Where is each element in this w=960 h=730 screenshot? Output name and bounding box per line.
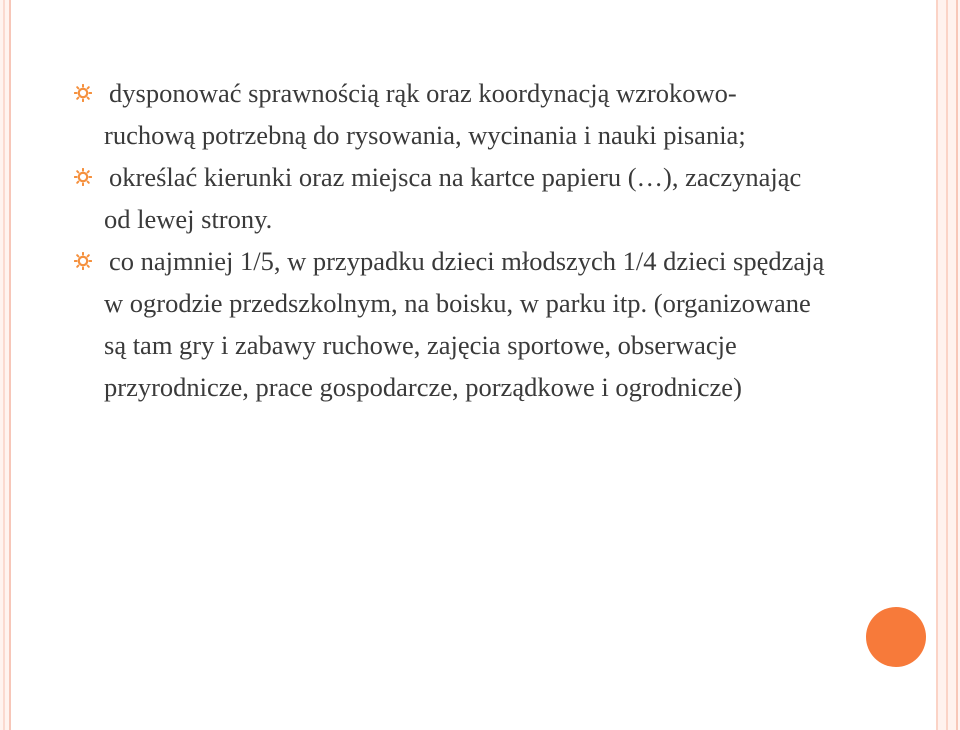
- bullet-text: co najmniej 1/5, w przypadku dzieci młodszych 1/4 dzieci spędzają w ogrodzie przedszkolnym, na boisku, w parku itp. (organizowane są tam gry i zabawy ruchowe, zajęcia sportowe, obserwacje przyrodnicze, prace gospodarcze, porządkowe i ogrodnicze): [104, 246, 825, 402]
- bullet-item: [74, 156, 834, 240]
- sun-bullet-icon: [74, 252, 92, 270]
- orange-circle-decoration: [866, 607, 926, 667]
- bullet-item: [74, 240, 834, 408]
- bullet-text: dysponować sprawnością rąk oraz koordynacją wzrokowo- ruchową potrzebną do rysowania, wycinania i nauki pisania;: [104, 78, 746, 150]
- right-decorative-stripes: [930, 0, 960, 730]
- sun-bullet-icon: [74, 84, 92, 102]
- sun-bullet-icon: [74, 168, 92, 186]
- bullet-list: [74, 72, 834, 408]
- bullet-text: określać kierunki oraz miejsca na kartce papieru (…), zaczynając od lewej strony.: [104, 162, 802, 234]
- bullet-item: [74, 72, 834, 156]
- left-decorative-stripes: [0, 0, 20, 730]
